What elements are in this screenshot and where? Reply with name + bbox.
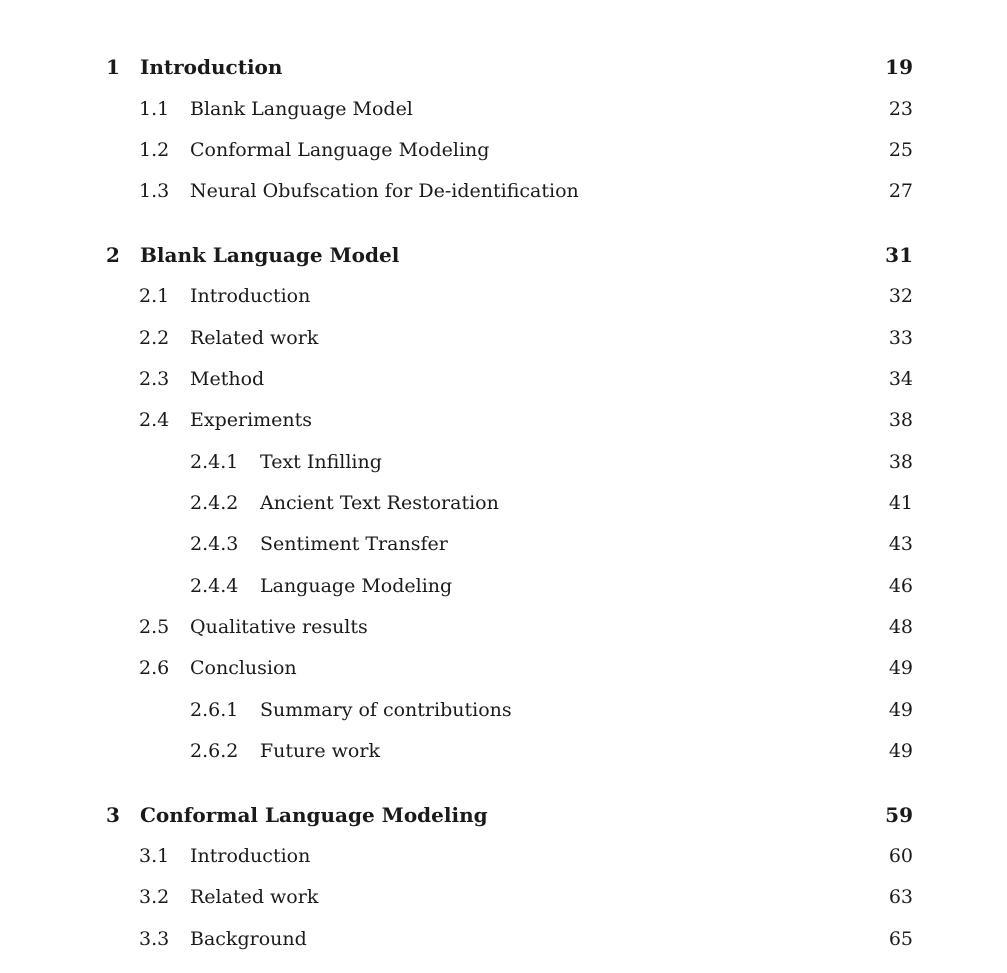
entry-number: 2.5 [139, 616, 170, 638]
toc-entry-section-3-3[interactable] [0, 923, 1007, 955]
toc-entry-section-1-3[interactable] [0, 175, 1007, 207]
entry-page: 59 [885, 803, 913, 827]
toc-entry-section-2-2[interactable] [0, 322, 1007, 354]
entry-title: Qualitative results [190, 616, 368, 638]
entry-number: 2.4 [139, 409, 170, 431]
entry-title: Method [190, 368, 265, 390]
entry-page: 34 [888, 368, 913, 390]
toc-entry-subsection-2-6-1[interactable] [0, 694, 1007, 726]
toc-entry-subsection-2-4-3[interactable] [0, 528, 1007, 560]
entry-number: 2.4.2 [190, 492, 239, 514]
toc-entry-section-2-3[interactable] [0, 363, 1007, 395]
entry-page: 46 [888, 575, 913, 597]
toc-entry-section-2-1[interactable] [0, 280, 1007, 312]
entry-page: 63 [888, 886, 913, 908]
entry-page: 41 [888, 492, 913, 514]
entry-title: Text Infilling [260, 451, 382, 473]
entry-title: Experiments [190, 409, 313, 431]
entry-page: 27 [888, 180, 913, 202]
entry-number: 3.3 [139, 928, 170, 950]
entry-number: 2.6.2 [190, 740, 239, 762]
entry-number: 2.6 [139, 657, 170, 679]
entry-page: 23 [888, 98, 913, 120]
entry-number: 1.2 [139, 139, 170, 161]
toc-entry-chapter-2[interactable] [0, 239, 1007, 271]
entry-page: 48 [888, 616, 913, 638]
toc-entry-section-3-1[interactable] [0, 840, 1007, 872]
toc-entry-section-1-2[interactable] [0, 134, 1007, 166]
entry-title: Related work [190, 886, 319, 908]
entry-title: Ancient Text Restoration [260, 492, 499, 514]
toc-entry-section-3-2[interactable] [0, 881, 1007, 913]
entry-number: 3.2 [139, 886, 170, 908]
toc-entry-section-2-5[interactable] [0, 611, 1007, 643]
entry-number: 1.3 [139, 180, 170, 202]
entry-number: 2.4.4 [190, 575, 239, 597]
toc-entry-subsection-2-4-4[interactable] [0, 570, 1007, 602]
entry-number: 3 [106, 803, 120, 827]
toc-entry-subsection-2-6-2[interactable] [0, 735, 1007, 767]
entry-title: Sentiment Transfer [260, 533, 448, 555]
entry-title: Summary of contributions [260, 699, 512, 721]
entry-title: Neural Obufscation for De-identification [190, 180, 579, 202]
entry-title: Related work [190, 327, 319, 349]
entry-number: 2.2 [139, 327, 170, 349]
toc-entry-section-2-4[interactable] [0, 404, 1007, 436]
entry-page: 60 [888, 845, 913, 867]
toc-entry-chapter-1[interactable] [0, 51, 1007, 83]
entry-page: 25 [888, 139, 913, 161]
entry-page: 32 [888, 285, 913, 307]
entry-number: 1 [106, 55, 120, 79]
entry-page: 65 [888, 928, 913, 950]
toc-entry-section-2-6[interactable] [0, 652, 1007, 684]
entry-number: 2.6.1 [190, 699, 239, 721]
toc-entry-section-1-1[interactable] [0, 93, 1007, 125]
entry-page: 38 [888, 451, 913, 473]
toc-entry-subsection-2-4-1[interactable] [0, 446, 1007, 478]
entry-title: Blank Language Model [190, 98, 413, 120]
entry-number: 3.1 [139, 845, 170, 867]
entry-page: 19 [885, 55, 913, 79]
entry-page: 49 [888, 740, 913, 762]
entry-title: Language Modeling [260, 575, 453, 597]
entry-title: Introduction [190, 285, 311, 307]
toc-entry-subsection-2-4-2[interactable] [0, 487, 1007, 519]
entry-page: 43 [888, 533, 913, 555]
entry-title: Conformal Language Modeling [140, 803, 488, 827]
entry-number: 2 [106, 243, 120, 267]
entry-number: 2.4.3 [190, 533, 239, 555]
entry-page: 31 [885, 243, 913, 267]
entry-page: 38 [888, 409, 913, 431]
entry-title: Introduction [190, 845, 311, 867]
entry-title: Conformal Language Modeling [190, 139, 490, 161]
entry-number: 2.3 [139, 368, 170, 390]
entry-title: Background [190, 928, 307, 950]
toc-entry-chapter-3[interactable] [0, 799, 1007, 831]
entry-page: 49 [888, 657, 913, 679]
entry-page: 33 [888, 327, 913, 349]
entry-title: Blank Language Model [140, 243, 400, 267]
entry-title: Introduction [140, 55, 283, 79]
entry-number: 2.1 [139, 285, 170, 307]
entry-page: 49 [888, 699, 913, 721]
entry-title: Future work [260, 740, 380, 762]
entry-number: 1.1 [139, 98, 170, 120]
entry-number: 2.4.1 [190, 451, 239, 473]
entry-title: Conclusion [190, 657, 297, 679]
